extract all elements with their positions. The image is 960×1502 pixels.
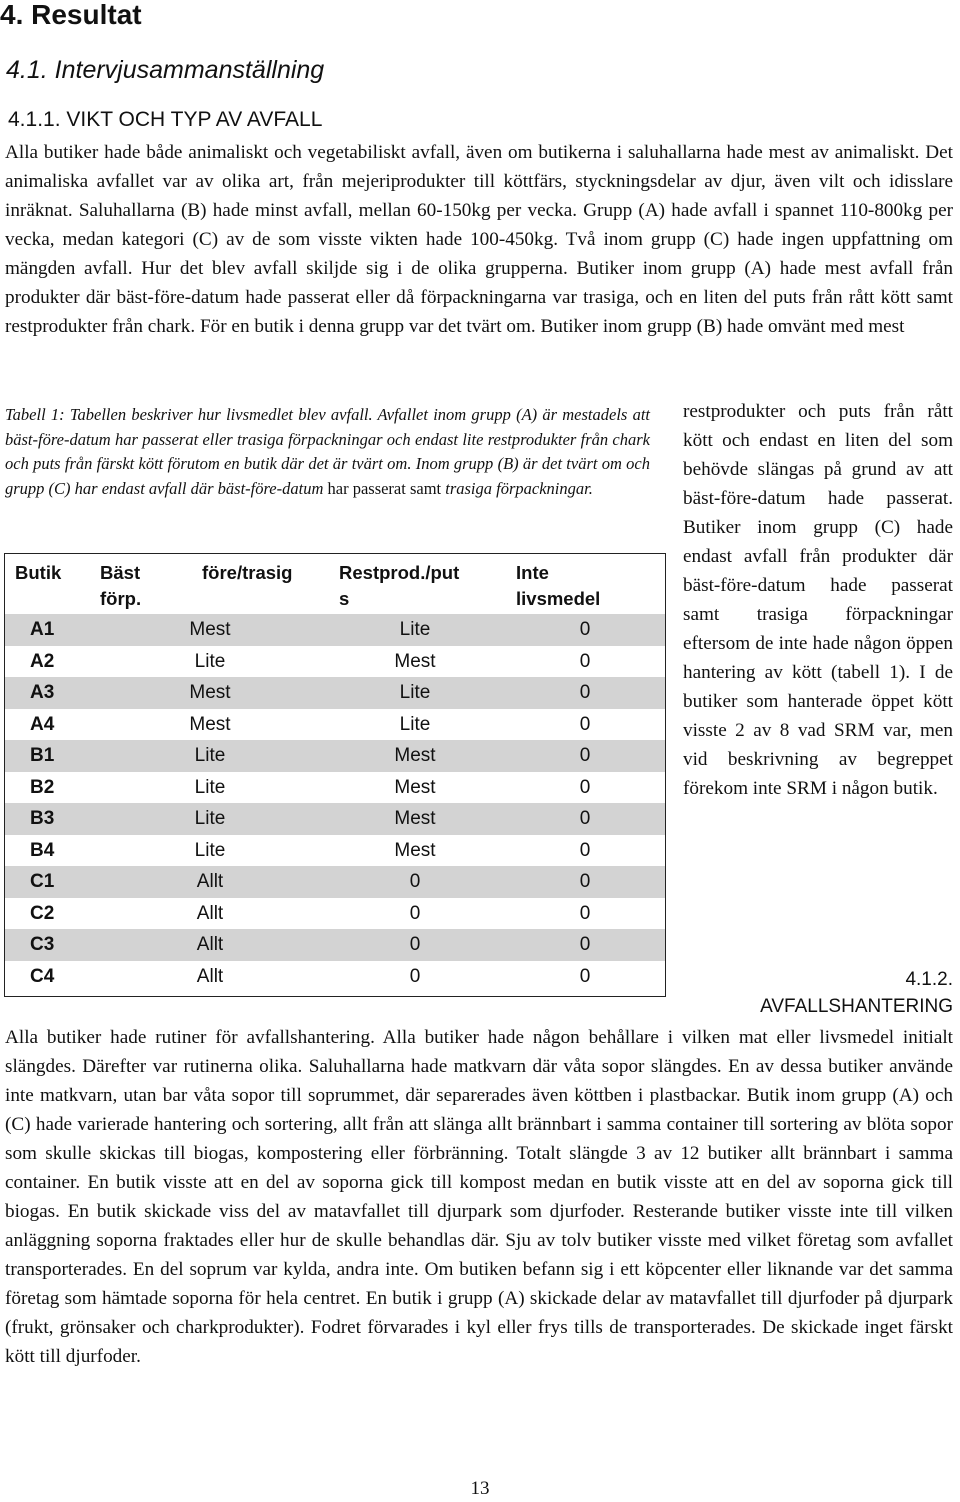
table-row [5,929,665,961]
cell-butik: A4 [30,713,55,735]
cell-butik: B4 [30,839,55,861]
cell-bast-fore: Mest [189,619,231,640]
cell-inte-livsmedel: 0 [579,808,591,829]
cell-inte-livsmedel: 0 [579,713,591,735]
cell-restprod: Mest [394,808,436,829]
cell-inte-livsmedel: 0 [579,682,591,703]
cell-restprod: Lite [399,713,431,735]
side-column-text: restprodukter och puts från rått kött och endast en liten del som behövde slängas på grund av att bäst-före-datum hade passerat. Butiker inom grupp (C) hade endast avfall från produkter där bäst-före-datum hade passerat samt trasiga förpackningar eftersom de inte hade någon öppen hantering av kött (tabell 1). I de butiker som hanterade öppet kött visste 2 av 8 vad SRM var, men vid beskrivning av begreppet förekom inte SRM i någon butik. [683,401,953,799]
header-restprod [339,560,459,612]
section-2-number: 4.1.2. [905,969,953,990]
cell-bast-fore: Lite [194,650,226,672]
cell-inte-livsmedel: 0 [579,776,591,798]
cell-butik: C2 [30,902,55,924]
section-heading-2 [683,966,953,1020]
paragraph-1: Alla butiker hade både animaliskt och vegetabiliskt avfall, även om butikerna i saluhallarna hade mest av animaliskt. Det animaliska avfallet var av olika art, från mejeriprodukter till köttfärs, styckningsdelar av djur, även vilt och idisslare inräknat. Saluhallarna (B) hade minst avfall, mellan 60-150kg per vecka. Grupp (A) hade avfall i spannet 110-800kg per vecka, medan kategori (C) av de som visste vikten hade 100-450kg. Två inom grupp (C) hade ingen uppfattning om mängden avfall. Hur det blev avfall skiljde sig i de olika grupperna. Butiker inom grupp (A) hade mest avfall från produkter där bäst-före-datum hade passerat eller då förpackningarna var trasiga, och en liten del puts från rått kött samt restprodukter från chark. För en butik i denna grupp var det tvärt om. Butiker inom grupp (B) hade omvänt med mest [5,142,953,337]
header-inte-line2: livsmedel [516,588,601,609]
header-inte-line1: Inte [516,562,549,583]
cell-restprod: Mest [394,839,436,861]
cell-restprod: 0 [409,871,421,892]
cell-bast-fore: Allt [196,871,224,892]
cell-butik: A1 [30,619,55,640]
table-row [5,961,665,993]
cell-inte-livsmedel: 0 [579,871,591,892]
cell-butik: B2 [30,776,55,798]
header-butik: Butik [15,562,62,583]
cell-bast-fore: Lite [194,808,226,829]
cell-inte-livsmedel: 0 [579,934,591,955]
cell-butik: A2 [30,650,55,672]
header-bast-line1: Bäst [100,562,141,583]
cell-restprod: Mest [394,776,436,798]
table-row [5,772,665,804]
paragraph-2: Alla butiker hade rutiner för avfallshantering. Alla butiker hade någon behållare i vilken mat eller livsmedel initialt slängdes. Därefter var rutinerna olika. Saluhallarna hade matkvarn där våta sopor slängdes. En av dessa butiker använde inte matkvarn, utan bar våta sopor till soprummet, där separerades även köttben i plastbackar. Butik inom grupp (A) och (C) hade varierade hantering och sortering, allt från att slänga allt brännbart i samma container till sortering av blöta sopor som skulle skickas till biogas, kompostering eller förbränning. Totalt slängde 3 av 12 butiker allt brännbart i samma container. En butik visste att en del av soporna gick till kompost medan en butik visste att en del av soporna gick till biogas. En butik skickade viss del av matavfallet till djurpark som djurfoder. Resterande butiker visste inte till vilken anläggning soporna fraktades eller hur de skulle behandlas där. Sju av tolv butiker visste med vilket företag som avfallet transporterades. En del soprum var kylda, andra inte. Om butiken befann sig i ett köpcenter eller liknande var det samma företag som hämtade soporna för hela centret. En butik i grupp (A) skickade delar av matavfallet till djurfoder på djurpark (frukt, grönsaker och charkprodukter). Fodret förvarades i kyl eller frys tills de transporterades. De skickade inget färskt kött till djurfoder. [5,1027,953,1367]
cell-restprod: Mest [394,745,436,766]
cell-inte-livsmedel: 0 [579,619,591,640]
cell-bast-fore: Mest [189,682,231,703]
header-inte-livsmedel [516,560,600,612]
table-row [5,803,665,835]
cell-bast-fore: Mest [189,713,231,735]
page-heading: 4. Resultat [0,0,142,30]
cell-bast-fore: Lite [194,839,226,861]
sub-heading: 4.1. Intervjusammanställning [6,56,325,84]
table-row [5,709,665,741]
cell-bast-fore: Lite [194,776,226,798]
cell-restprod: 0 [409,902,421,924]
cell-inte-livsmedel: 0 [579,839,591,861]
section-2-title: AVFALLSHANTERING [760,996,953,1017]
cell-butik: B1 [30,745,55,766]
cell-inte-livsmedel: 0 [579,745,591,766]
table-row [5,740,665,772]
caption-last-line: trasiga förpackningar. [445,478,593,498]
cell-butik: C4 [30,965,55,987]
cell-bast-fore: Allt [196,965,224,987]
cell-butik: C3 [30,934,55,955]
cell-butik: B3 [30,808,55,829]
cell-restprod: Mest [394,650,436,672]
header-bast [100,560,141,612]
cell-restprod: 0 [409,934,421,955]
cell-inte-livsmedel: 0 [579,650,591,672]
cell-restprod: 0 [409,965,421,987]
header-fore-trasig: före/trasig [202,562,293,583]
header-rest-line1: Restprod./put [339,562,460,583]
table-row [5,866,665,898]
cell-butik: C1 [30,871,55,892]
cell-inte-livsmedel: 0 [579,902,591,924]
cell-butik: A3 [30,682,55,703]
table-row [5,835,665,867]
waste-type-table [4,553,666,997]
cell-restprod: Lite [399,682,431,703]
caption-tail-text: har passerat samt [323,478,442,498]
table-row [5,677,665,709]
header-rest-line2: s [339,588,350,609]
table-header-row [5,554,665,615]
cell-restprod: Lite [399,619,431,640]
caption-italic-text: Tabell 1: Tabellen beskriver hur livsmedlet blev avfall. Avfallet inom grupp (A) är mestadels att bäst-före-datum har passerat eller trasiga förpackningar och endast lite restprodukter från chark och puts från färskt kött förutom en butik där det är tvärt om. Inom grupp (B) är det tvärt om och grupp (C) har endast avfall där bäst-före-datum [5,405,650,498]
cell-bast-fore: Lite [194,745,226,766]
cell-bast-fore: Allt [196,934,224,955]
page-number: 13 [470,1478,490,1499]
header-bast-line2: förp. [100,588,142,609]
cell-inte-livsmedel: 0 [579,965,591,987]
table-row [5,898,665,930]
section-heading-1: 4.1.1. VIKT OCH TYP AV AVFALL [8,108,323,131]
table-caption [5,403,650,501]
table-row [5,614,665,646]
table-row [5,646,665,678]
cell-bast-fore: Allt [196,902,224,924]
